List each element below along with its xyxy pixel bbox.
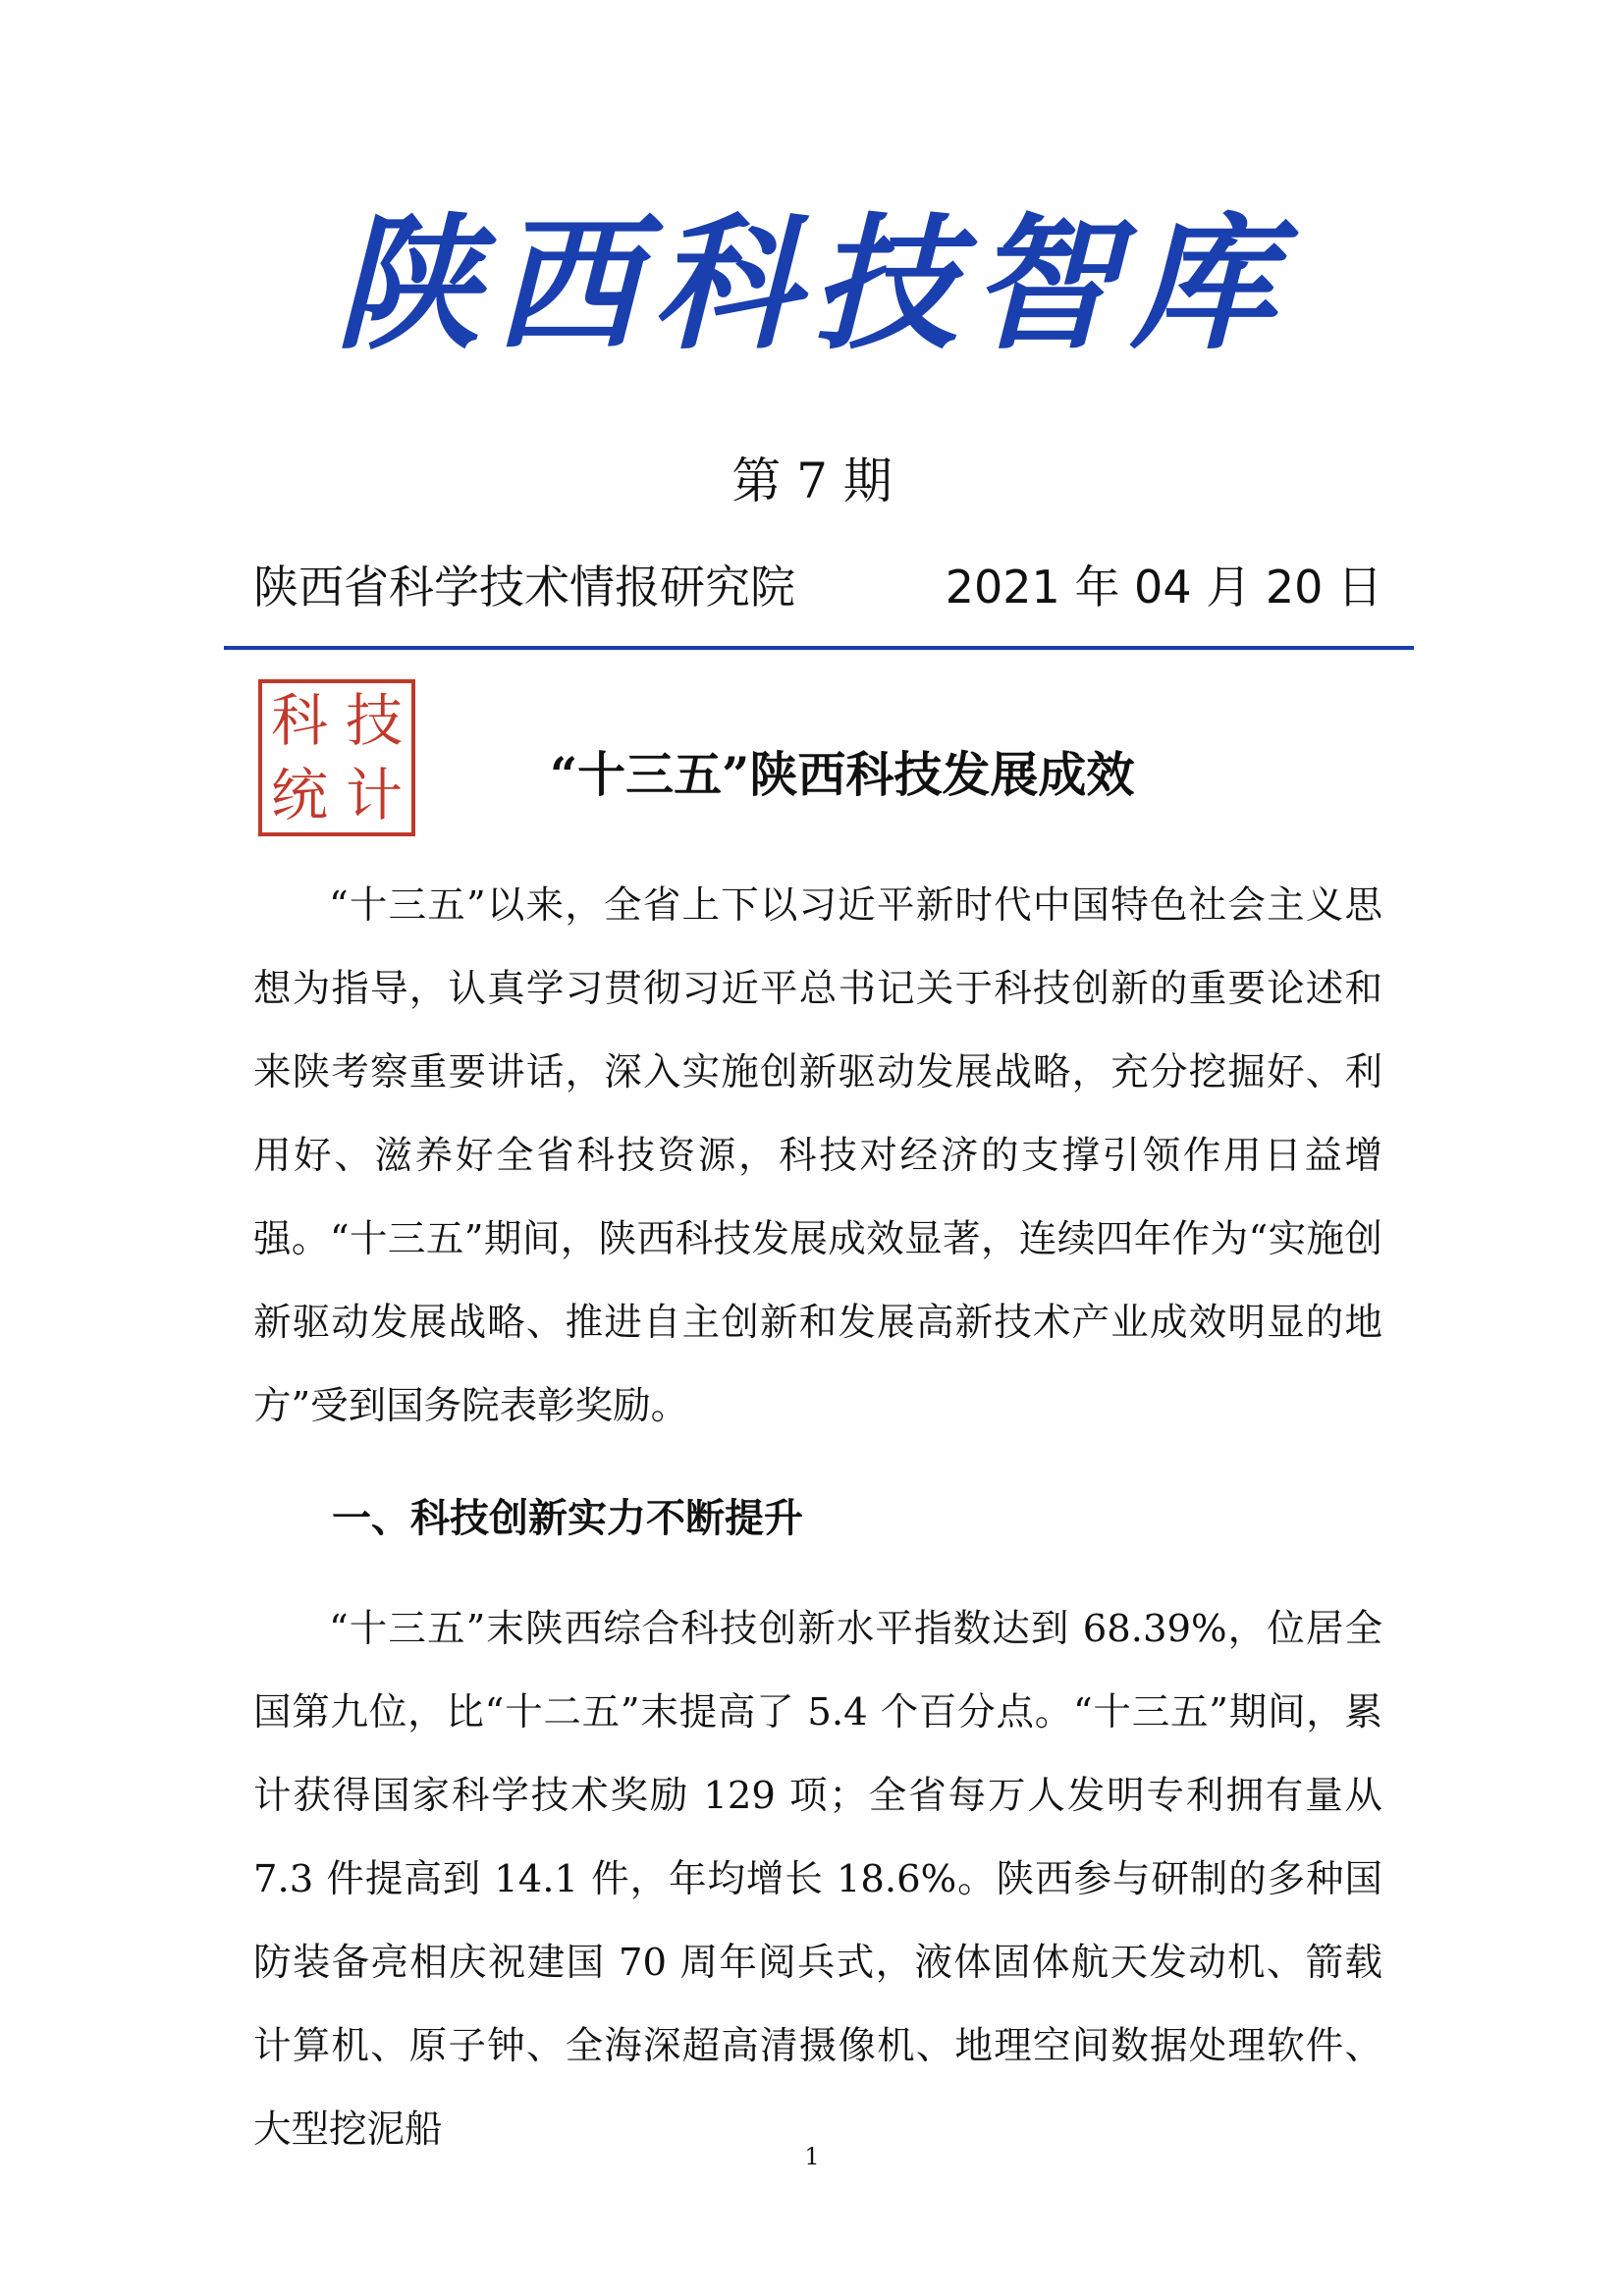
stamp-char: 统 [270,762,328,828]
page-number: 1 [804,2143,820,2170]
header-divider [224,646,1414,650]
issue-date: 2021 年 04 月 20 日 [945,561,1382,614]
intro-paragraph: “十三五”以来，全省上下以习近平新时代中国特色社会主义思想为指导，认真学习贯彻习近平总书记关于科技创新的重要论述和来陕考察重要讲话，深入实施创新驱动发展战略，充分挖掘好、利用好、滋养好全省科技资源，科技对经济的支撑引领作用日益增强。“十三五”期间，陕西科技发展成效显著，连续四年作为“实施创新驱动发展战略、推进自主创新和发展高新技术产业成效明显的地方”受到国务院表彰奖励。 [253,883,1382,1428]
section-heading: 一、科技创新实力不断提升 [332,1496,803,1541]
stamp-char: 计 [345,762,403,828]
publisher-name: 陕西省科学技术情报研究院 [253,561,795,614]
masthead-title: 陕西科技智库 [335,198,1289,369]
section-paragraph: “十三五”末陕西综合科技创新水平指数达到 68.39%，位居全国第九位，比“十二五”末提高了 5.4 个百分点。“十三五”期间，累计获得国家科学技术奖励 129 项；全省每万人发明专利拥有量从 7.3 件提高到 14.1 件，年均增长 18.6%。陕西参与研制的多种国防装备亮相庆祝建国 70 周年阅兵式，液体固体航天发动机、箭载计算机、原子钟、全海深超高清摄像机、地理空间数据处理软件、大型挖泥船 [253,1607,1382,2152]
stamp-char: 科 [270,687,328,754]
category-stamp [258,679,415,836]
stamp-char: 技 [345,687,403,754]
article-title: “十三五”陕西科技发展成效 [550,746,1135,803]
issue-number: 第 7 期 [731,453,893,509]
article-body [253,864,1382,2171]
